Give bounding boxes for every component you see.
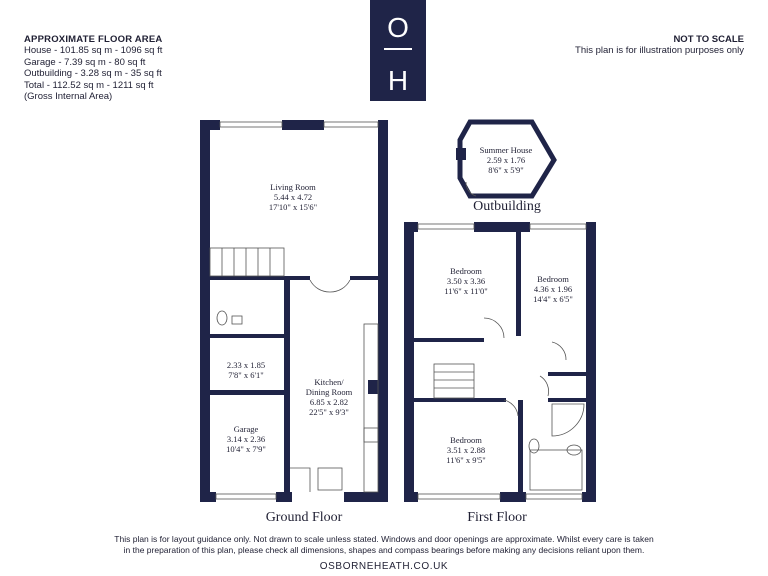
floor-area-note: (Gross Internal Area) xyxy=(24,91,113,103)
stairs-first xyxy=(434,364,474,398)
logo-letter-o: O xyxy=(387,12,409,43)
first-wall-landing-top xyxy=(414,338,484,342)
door-bed1 xyxy=(484,318,504,338)
window-bed3 xyxy=(418,494,500,499)
window-bed1 xyxy=(418,224,474,229)
floor-area-outbuilding: Outbuilding - 3.28 sq m - 35 sq ft xyxy=(24,68,162,80)
label-bed3-name: Bedroom xyxy=(450,435,482,445)
label-utility-metric: 2.33 x 1.85 xyxy=(226,360,266,370)
shower-tray xyxy=(552,404,584,436)
label-bed1-metric: 3.50 x 3.36 xyxy=(446,276,486,286)
label-bed1-imperial: 11'6" x 11'0" xyxy=(444,286,488,296)
ground-wall-living-lower-right xyxy=(350,276,380,280)
first-wall-left xyxy=(404,222,414,502)
window-living-left xyxy=(220,122,282,127)
window-bathroom xyxy=(526,494,582,499)
door-bed2 xyxy=(552,342,566,360)
label-summer-imperial: 8'6" x 5'9" xyxy=(488,165,524,175)
label-living-name: Living Room xyxy=(270,182,316,192)
label-garage-imperial: 10'4" x 7'9" xyxy=(226,444,266,454)
bath-tub xyxy=(530,450,582,490)
label-bed2-imperial: 14'4" x 6'5" xyxy=(533,294,573,304)
label-bed1-name: Bedroom xyxy=(450,266,482,276)
first-wall-top-left xyxy=(404,222,418,232)
label-living-imperial: 17'10" x 15'6" xyxy=(268,202,318,212)
first-wall-right xyxy=(586,222,596,502)
ground-wall-living-lower xyxy=(210,276,310,280)
window-bed2 xyxy=(530,224,586,229)
first-wall-bath-top xyxy=(548,398,588,402)
floor-area-title: APPROXIMATE FLOOR AREA xyxy=(24,34,163,45)
scale-note-text: This plan is for illustration purposes only xyxy=(575,45,744,57)
label-utility-imperial: 7'8" x 6'1" xyxy=(228,370,264,380)
label-living-metric: 5.44 x 4.72 xyxy=(273,192,313,202)
floor-area-house: House - 101.85 sq m - 1096 sq ft xyxy=(24,45,163,57)
kitchen-units xyxy=(364,324,378,492)
label-summer-metric: 2.59 x 1.76 xyxy=(486,155,526,165)
scale-note-title: NOT TO SCALE xyxy=(673,34,744,45)
ground-wall-top-left xyxy=(200,120,220,130)
stairs-first-treads xyxy=(434,372,474,388)
label-kitchen-name-1: Kitchen/ xyxy=(314,377,344,387)
logo-letter-h: H xyxy=(387,65,409,96)
disclaimer-line-1: This plan is for layout guidance only. Not drawn to scale unless stated. Windows and door openings are approximate. Whilst every care is taken xyxy=(114,534,654,544)
bath-toilet xyxy=(529,439,539,453)
window-living-right xyxy=(324,122,378,127)
wc-basin xyxy=(232,316,242,324)
ground-wall-left xyxy=(200,120,210,502)
website-link[interactable]: OSBORNEHEATH.CO.UK xyxy=(319,561,449,572)
floor-area-garage: Garage - 7.39 sq m - 80 sq ft xyxy=(24,56,146,68)
floor-area-total: Total - 112.52 sq m - 1211 sq ft xyxy=(24,79,154,91)
label-garage-metric: 3.14 x 2.36 xyxy=(226,434,266,444)
ground-wall-utility xyxy=(210,390,286,395)
first-wall-bed-divider xyxy=(516,230,521,336)
floor-label-ground: Ground Floor xyxy=(265,510,343,525)
disclaimer xyxy=(60,534,708,555)
floor-label-outbuilding: Outbuilding xyxy=(473,199,541,214)
label-summer-name: Summer House xyxy=(479,145,533,155)
ground-wall-hall xyxy=(284,276,290,494)
first-wall-shower xyxy=(548,372,588,376)
door-front xyxy=(290,468,310,492)
label-bed2-name: Bedroom xyxy=(537,274,569,284)
label-kitchen-imperial: 22'5" x 9'3" xyxy=(309,407,349,417)
stairs-ground-treads xyxy=(222,248,270,276)
floor-label-first: First Floor xyxy=(467,510,527,525)
label-kitchen-metric: 6.85 x 2.82 xyxy=(309,397,349,407)
ground-wall-bottom-left xyxy=(200,492,216,502)
ground-wall-right xyxy=(378,120,388,502)
label-bed2-metric: 4.36 x 1.96 xyxy=(533,284,573,294)
ground-wall-top-mid xyxy=(282,120,324,130)
first-wall-bottom-right xyxy=(582,492,596,502)
kitchen-hob xyxy=(364,428,378,442)
first-wall-bath-divider xyxy=(518,400,523,494)
ground-wall-bottom-right xyxy=(344,492,388,502)
first-wall-bed3-top xyxy=(414,398,506,402)
door-living xyxy=(310,280,350,292)
first-wall-bottom-left xyxy=(404,492,418,502)
kitchen-sink xyxy=(318,468,342,490)
label-garage-name: Garage xyxy=(233,424,259,434)
label-kitchen-name-2: Dining Room xyxy=(305,387,353,397)
disclaimer-line-2: in the preparation of this plan, please check all dimensions, shapes and compass bearings before making any decisions reliant upon them. xyxy=(123,544,645,555)
ground-wall-wc xyxy=(210,334,286,338)
label-bed3-metric: 3.51 x 2.88 xyxy=(446,445,486,455)
stairs-ground xyxy=(210,248,284,276)
door-bed3 xyxy=(504,400,518,416)
wc-toilet xyxy=(217,311,227,325)
door-bathroom xyxy=(540,376,549,396)
window-garage xyxy=(216,494,276,499)
summer-house-post xyxy=(456,148,466,160)
label-bed3-imperial: 11'6" x 9'5" xyxy=(446,455,486,465)
first-wall-top-mid xyxy=(474,222,530,232)
